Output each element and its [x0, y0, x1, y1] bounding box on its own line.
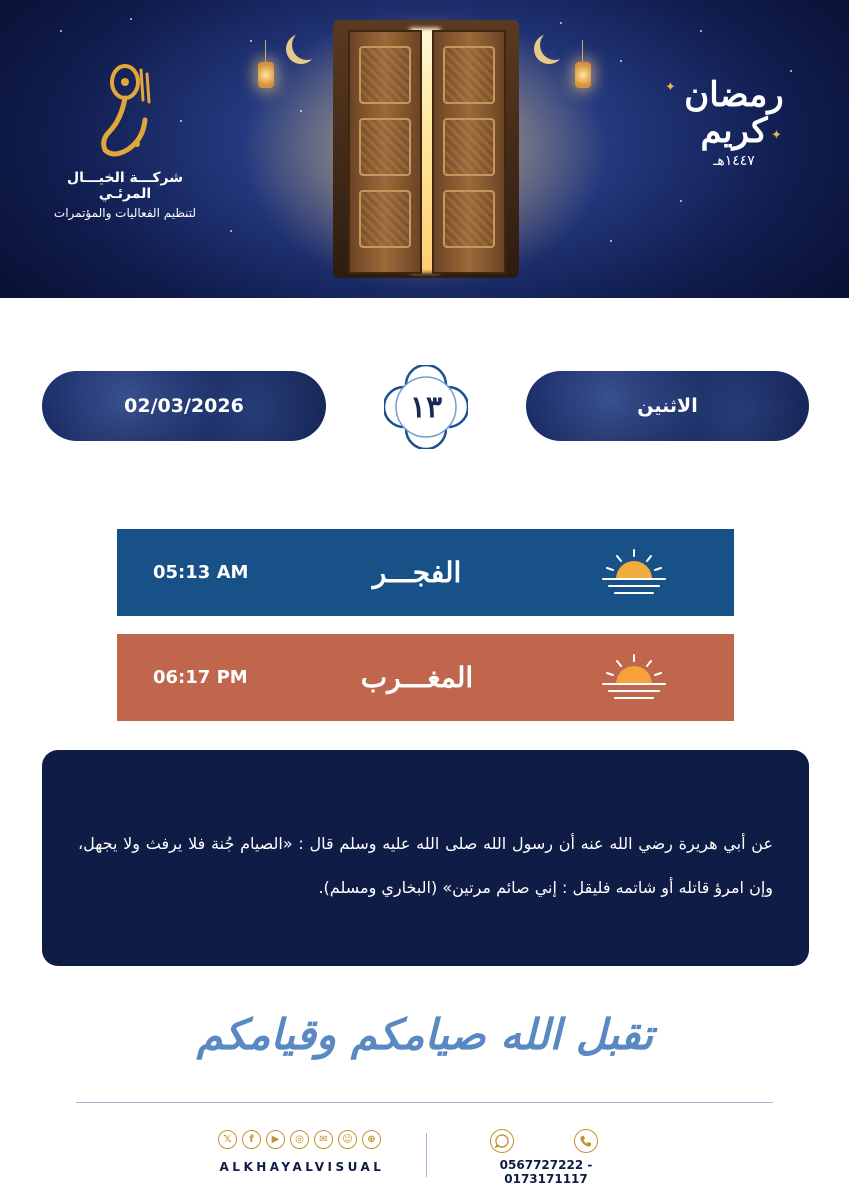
door-left: [348, 30, 422, 274]
facebook-icon[interactable]: f: [242, 1130, 261, 1149]
prayer-time: 06:17 PM: [153, 667, 248, 688]
prayer-row-maghrib: [117, 634, 734, 721]
email-icon[interactable]: ✉: [314, 1130, 333, 1149]
youtube-icon[interactable]: ▶: [266, 1130, 285, 1149]
khayal-logo-icon: [85, 60, 165, 160]
door-right: [432, 30, 506, 274]
weekday-pill: [526, 371, 809, 441]
sunrise-icon: [599, 546, 669, 600]
x-icon[interactable]: 𝕏: [218, 1130, 237, 1149]
crescent-icon: [540, 30, 570, 60]
prayer-name: الفجـــر: [372, 556, 462, 589]
hadith-text: عن أبي هريرة رضي الله عنه أن رسول الله صلى الله عليه وسلم قال : «الصيام جُنة فلا يرفث ولا يجهل، وإن امرؤ قاتله أو شاتمه فليقل : إني صائم مرتين» (البخاري ومسلم).: [78, 834, 773, 897]
lantern-icon: [258, 62, 274, 88]
lantern-icon: [575, 62, 591, 88]
prayer-name: المغـــرب: [360, 661, 474, 694]
company-tagline: لتنظيم الفعاليات والمؤتمرات: [53, 206, 197, 220]
company-logo: [40, 60, 210, 220]
globe-icon[interactable]: ⊕: [362, 1130, 381, 1149]
snapchat-icon[interactable]: ☺: [338, 1130, 357, 1149]
instagram-icon[interactable]: ◎: [290, 1130, 309, 1149]
kareem-word: كريم: [700, 110, 768, 151]
whatsapp-icon[interactable]: [490, 1129, 514, 1153]
star-icon: ✦: [665, 80, 676, 95]
hadith-box: [42, 750, 809, 966]
gregorian-date-pill: [42, 371, 326, 441]
footer-divider: [76, 1102, 773, 1103]
prayer-time: 05:13 AM: [153, 562, 249, 583]
crescent-icon: [292, 30, 322, 60]
footer-separator: [426, 1133, 427, 1177]
taqabbal-calligraphy: تقبل الله صيامكم وقيامكم: [196, 1009, 654, 1059]
ramadan-day-number: ١٣: [409, 389, 443, 425]
social-handle[interactable]: ALKHAYALVISUAL: [219, 1160, 385, 1174]
social-icons: [218, 1130, 381, 1149]
hijri-year: ١٤٤٧هـ: [713, 153, 755, 170]
ramadan-kareem-title: [659, 75, 809, 170]
header-banner: [0, 0, 849, 298]
star-icon: ✦: [771, 128, 782, 143]
phone-numbers[interactable]: 0567727222 - 0173171117: [499, 1158, 593, 1186]
ramadan-word: رمضان: [684, 75, 784, 115]
gregorian-date: 02/03/2026: [124, 395, 244, 417]
sunset-icon: [599, 651, 669, 705]
company-name: شركـــة الخيـــال المرئـي: [67, 170, 183, 202]
weekday: الاثنين: [637, 395, 698, 417]
prayer-row-fajr: [117, 529, 734, 616]
phone-icon[interactable]: [574, 1129, 598, 1153]
